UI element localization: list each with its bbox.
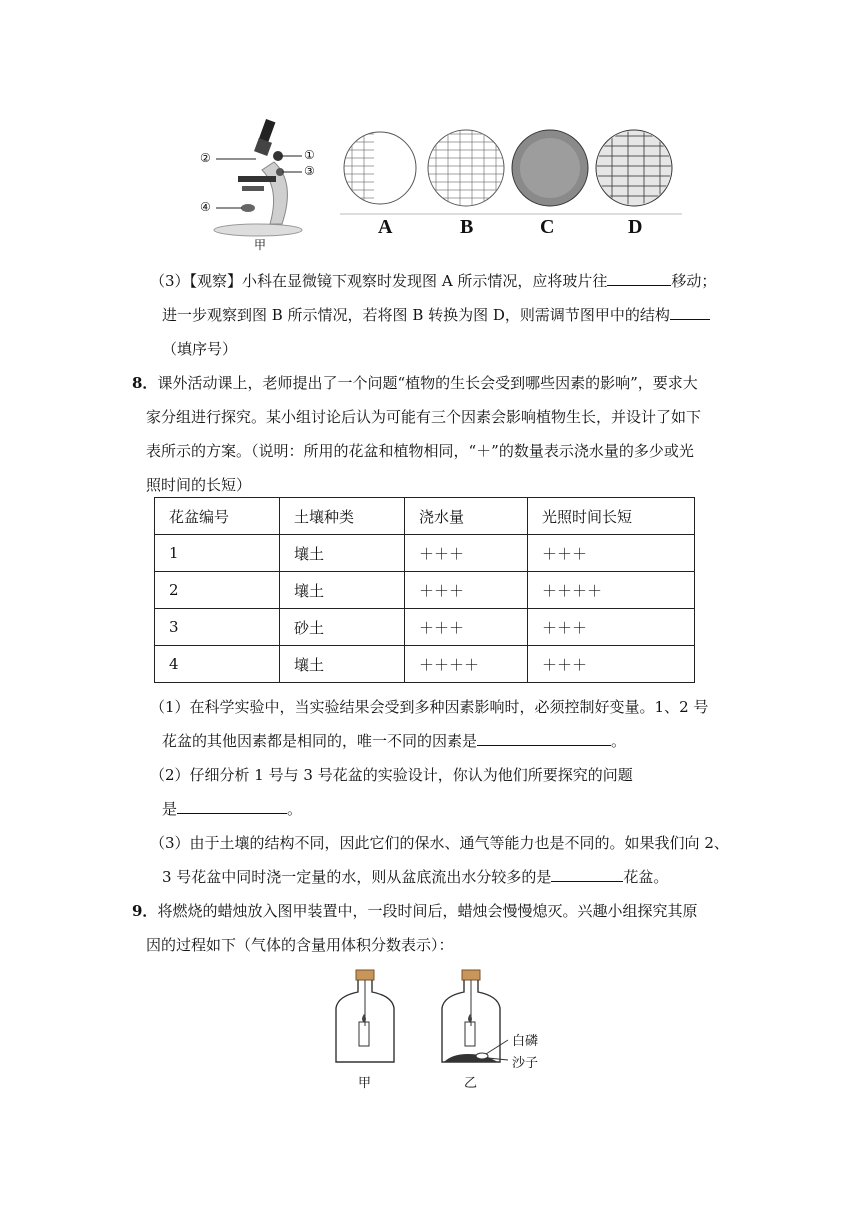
table-cell: ＋＋＋ (528, 535, 695, 572)
q8-sub1-end: 。 (611, 732, 627, 750)
microscope-caption: 甲 (254, 238, 267, 252)
q8-sub3-text: 3 号花盆中同时浇一定量的水，则从盆底流出水分较多的是 (162, 868, 552, 886)
q8-sub3-end: 花盆。 (623, 868, 669, 886)
q8-sub1-line2 (162, 730, 626, 751)
table-header: 光照时间长短 (528, 498, 695, 535)
microscope-views-figure (340, 126, 682, 216)
table-cell: ＋＋＋ (405, 535, 528, 572)
q8-text1: 课外活动课上，老师提出了一个问题“植物的生长会受到哪些因素的影响”，要求大 (157, 374, 698, 392)
table-row (155, 535, 695, 572)
microscope-label-4: ④ (200, 200, 211, 214)
microscope-label-1: ① (304, 148, 315, 162)
table-cell: 2 (155, 572, 280, 609)
caption-yi: 乙 (464, 1075, 478, 1090)
view-label-d: D (628, 216, 643, 238)
table-header: 浇水量 (405, 498, 528, 535)
table-header: 花盆编号 (155, 498, 280, 535)
q8-number: 8． (132, 374, 158, 392)
table-cell: ＋＋＋＋ (405, 646, 528, 683)
label-white-phosphorus: 白磷 (512, 1033, 539, 1048)
table-cell: 砂土 (280, 609, 405, 646)
answer-blank-question[interactable] (177, 799, 287, 814)
table-cell: ＋＋＋ (405, 609, 528, 646)
q9-line2: 因的过程如下（气体的含量用体积分数表示）： (146, 936, 454, 954)
q7-3-text2: 进一步观察到图 B 所示情况，若将图 B 转换为图 D，则需调节图甲中的结构 (162, 306, 670, 324)
table-cell: 1 (155, 535, 280, 572)
q9-text1: 将燃烧的蜡烛放入图甲装置中，一段时间后，蜡烛会慢慢熄灭。兴趣小组探究其原 (157, 902, 698, 920)
table-cell: 4 (155, 646, 280, 683)
q8-sub1-line1: （1）在科学实验中，当实验结果会受到多种因素影响时，必须控制好变量。1、2 号 (150, 698, 709, 716)
q7-3-line3: （填序号） (162, 340, 238, 358)
table-row (155, 609, 695, 646)
view-label-b: B (460, 216, 474, 238)
q7-3-text-end: 移动； (671, 272, 717, 290)
table-row (155, 646, 695, 683)
q7-3-line1 (150, 270, 716, 291)
table-cell: ＋＋＋ (405, 572, 528, 609)
microscope-label-2: ② (200, 151, 211, 165)
q8-sub2-text: 是 (162, 800, 178, 818)
table-cell: 3 (155, 609, 280, 646)
table-header: 土壤种类 (280, 498, 405, 535)
table-cell: ＋＋＋＋ (528, 572, 695, 609)
microscope-figure (196, 112, 308, 254)
q8-line1 (132, 372, 698, 393)
answer-blank-direction[interactable] (607, 271, 671, 286)
answer-blank-structure[interactable] (670, 305, 710, 320)
q8-sub1-text: 花盆的其他因素都是相同的，唯一不同的因素是 (162, 732, 478, 750)
experiment-plan-table (154, 497, 695, 683)
q7-3-text: （3）【观察】小科在显微镜下观察时发现图 A 所示情况，应将玻片往 (150, 272, 608, 290)
q9-line1 (132, 900, 697, 921)
q8-sub3-line1: （3）由于土壤的结构不同，因此它们的保水、通气等能力也是不同的。如果我们向 2、 (150, 834, 729, 852)
microscope-label-3: ③ (304, 164, 315, 178)
q8-sub3-line2 (162, 866, 668, 887)
table-cell: ＋＋＋ (528, 609, 695, 646)
q8-line2: 家分组进行探究。某小组讨论后认为可能有三个因素会影响植物生长，并设计了如下 (146, 408, 702, 426)
q8-sub2-line1: （2）仔细分析 1 号与 3 号花盆的实验设计，你认为他们所要探究的问题 (150, 766, 633, 784)
caption-jia: 甲 (358, 1075, 372, 1090)
table-cell: 壤土 (280, 572, 405, 609)
q8-line3: 表所示的方案。（说明：所用的花盆和植物相同，“＋”的数量表示浇水量的多少或光 (146, 442, 694, 460)
q9-number: 9． (132, 902, 158, 920)
answer-blank-pot[interactable] (551, 867, 623, 882)
table-row (155, 572, 695, 609)
view-label-c: C (540, 216, 555, 238)
bottle-apparatus-figure (326, 966, 556, 1066)
q8-sub2-line2 (162, 798, 302, 819)
table-header-row (155, 498, 695, 535)
table-cell: ＋＋＋ (528, 646, 695, 683)
table-cell: 壤土 (280, 646, 405, 683)
q8-line4: 照时间的长短） (146, 476, 252, 494)
q7-3-line2 (162, 304, 710, 325)
table-cell: 壤土 (280, 535, 405, 572)
view-label-a: A (378, 216, 393, 238)
answer-blank-variable[interactable] (477, 731, 611, 746)
label-sand: 沙子 (512, 1055, 539, 1070)
q8-sub2-end: 。 (287, 800, 303, 818)
